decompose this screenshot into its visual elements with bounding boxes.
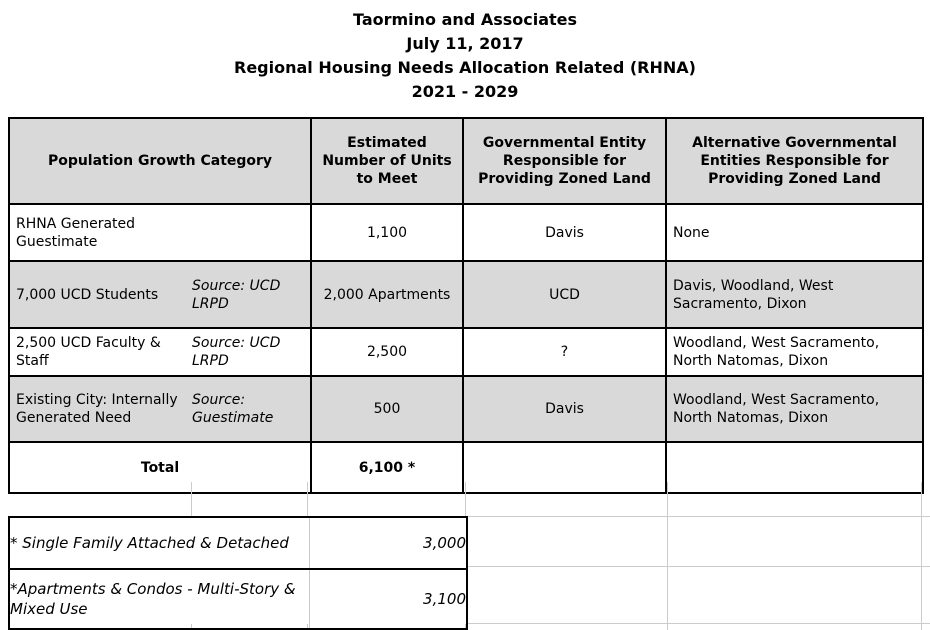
header-row	[9, 118, 923, 204]
source-note: Source: UCD LRPD	[192, 335, 281, 369]
header-line: Responsible for	[502, 153, 627, 169]
title-date: July 11, 2017	[406, 34, 524, 53]
header-line: Alternative Governmental	[692, 135, 897, 151]
cell-entity: UCD	[463, 261, 666, 328]
cell-category	[9, 328, 311, 376]
total-value: 6,100 *	[311, 442, 463, 493]
gridline-horizontal	[466, 623, 930, 624]
cell-entity: Davis	[463, 204, 666, 261]
source-note: Source: Guestimate	[192, 392, 274, 426]
cell-units: 500	[311, 376, 463, 442]
header-line: Entities Responsible for	[700, 153, 889, 169]
header-line: Number of Units	[322, 153, 452, 169]
gridline-vertical	[921, 482, 922, 630]
category-text: Existing City: Internally Generated Need	[16, 392, 178, 426]
total-entity-empty-cell	[463, 442, 666, 493]
header-line: Providing Zoned Land	[708, 171, 881, 187]
cell-category	[9, 204, 311, 261]
footnote-row-apartments-condos	[9, 569, 467, 629]
table-row-ucd-students	[9, 261, 923, 328]
header-estimated-units	[311, 118, 463, 204]
category-text: 7,000 UCD Students	[16, 286, 159, 303]
category-text: RHNA Generated Guestimate	[16, 215, 136, 250]
footnote-label: * Single Family Attached & Detached	[9, 517, 309, 569]
header-alternative-entities	[666, 118, 923, 204]
header-governmental-entity	[463, 118, 666, 204]
header-line: Estimated	[347, 135, 427, 151]
footnote-value: 3,100	[309, 569, 467, 629]
table-row-total	[9, 442, 923, 493]
table-row-rhna-guestimate	[9, 204, 923, 261]
title-period: 2021 - 2029	[411, 82, 519, 101]
gridline-horizontal	[466, 566, 930, 567]
gridline-vertical	[667, 482, 668, 630]
gridline-vertical	[465, 482, 466, 516]
footnote-row-single-family	[9, 517, 467, 569]
gridline-horizontal	[466, 516, 930, 517]
cell-alternatives: Woodland, West Sacramento, North Natomas, Dixon	[666, 328, 923, 376]
title-company: Taormino and Associates	[352, 10, 578, 29]
header-line: Providing Zoned Land	[478, 171, 651, 187]
header-line: to Meet	[356, 171, 418, 187]
cell-units: 2,500	[311, 328, 463, 376]
category-text: 2,500 UCD Faculty & Staff	[16, 335, 161, 369]
cell-category	[9, 376, 311, 442]
cell-units: 2,000 Apartments	[311, 261, 463, 328]
footnote-table	[8, 516, 468, 630]
footnote-label: *Apartments & Condos - Multi-Story & Mixed Use	[9, 569, 309, 629]
cell-alternatives: None	[666, 204, 923, 261]
cell-alternatives: Woodland, West Sacramento, North Natomas, Dixon	[666, 376, 923, 442]
title-subject: Regional Housing Needs Allocation Related (RHNA)	[234, 58, 696, 77]
cell-category	[9, 261, 311, 328]
footnote-value: 3,000	[309, 517, 467, 569]
source-note: Source: UCD LRPD	[192, 277, 281, 312]
gridline-vertical	[307, 482, 308, 516]
cell-entity: Davis	[463, 376, 666, 442]
rhna-table	[8, 117, 924, 494]
document-title-block	[0, 8, 930, 104]
header-population-growth-category	[9, 118, 311, 204]
gridline-vertical	[191, 482, 192, 516]
header-line: Population Growth Category	[47, 153, 273, 169]
table-row-existing-city	[9, 376, 923, 442]
cell-units: 1,100	[311, 204, 463, 261]
total-alternatives-empty-cell	[666, 442, 923, 493]
table-row-ucd-faculty-staff	[9, 328, 923, 376]
cell-alternatives: Davis, Woodland, West Sacramento, Dixon	[666, 261, 923, 328]
total-label: Total	[9, 442, 311, 493]
cell-entity: ?	[463, 328, 666, 376]
header-line: Governmental Entity	[482, 135, 647, 151]
